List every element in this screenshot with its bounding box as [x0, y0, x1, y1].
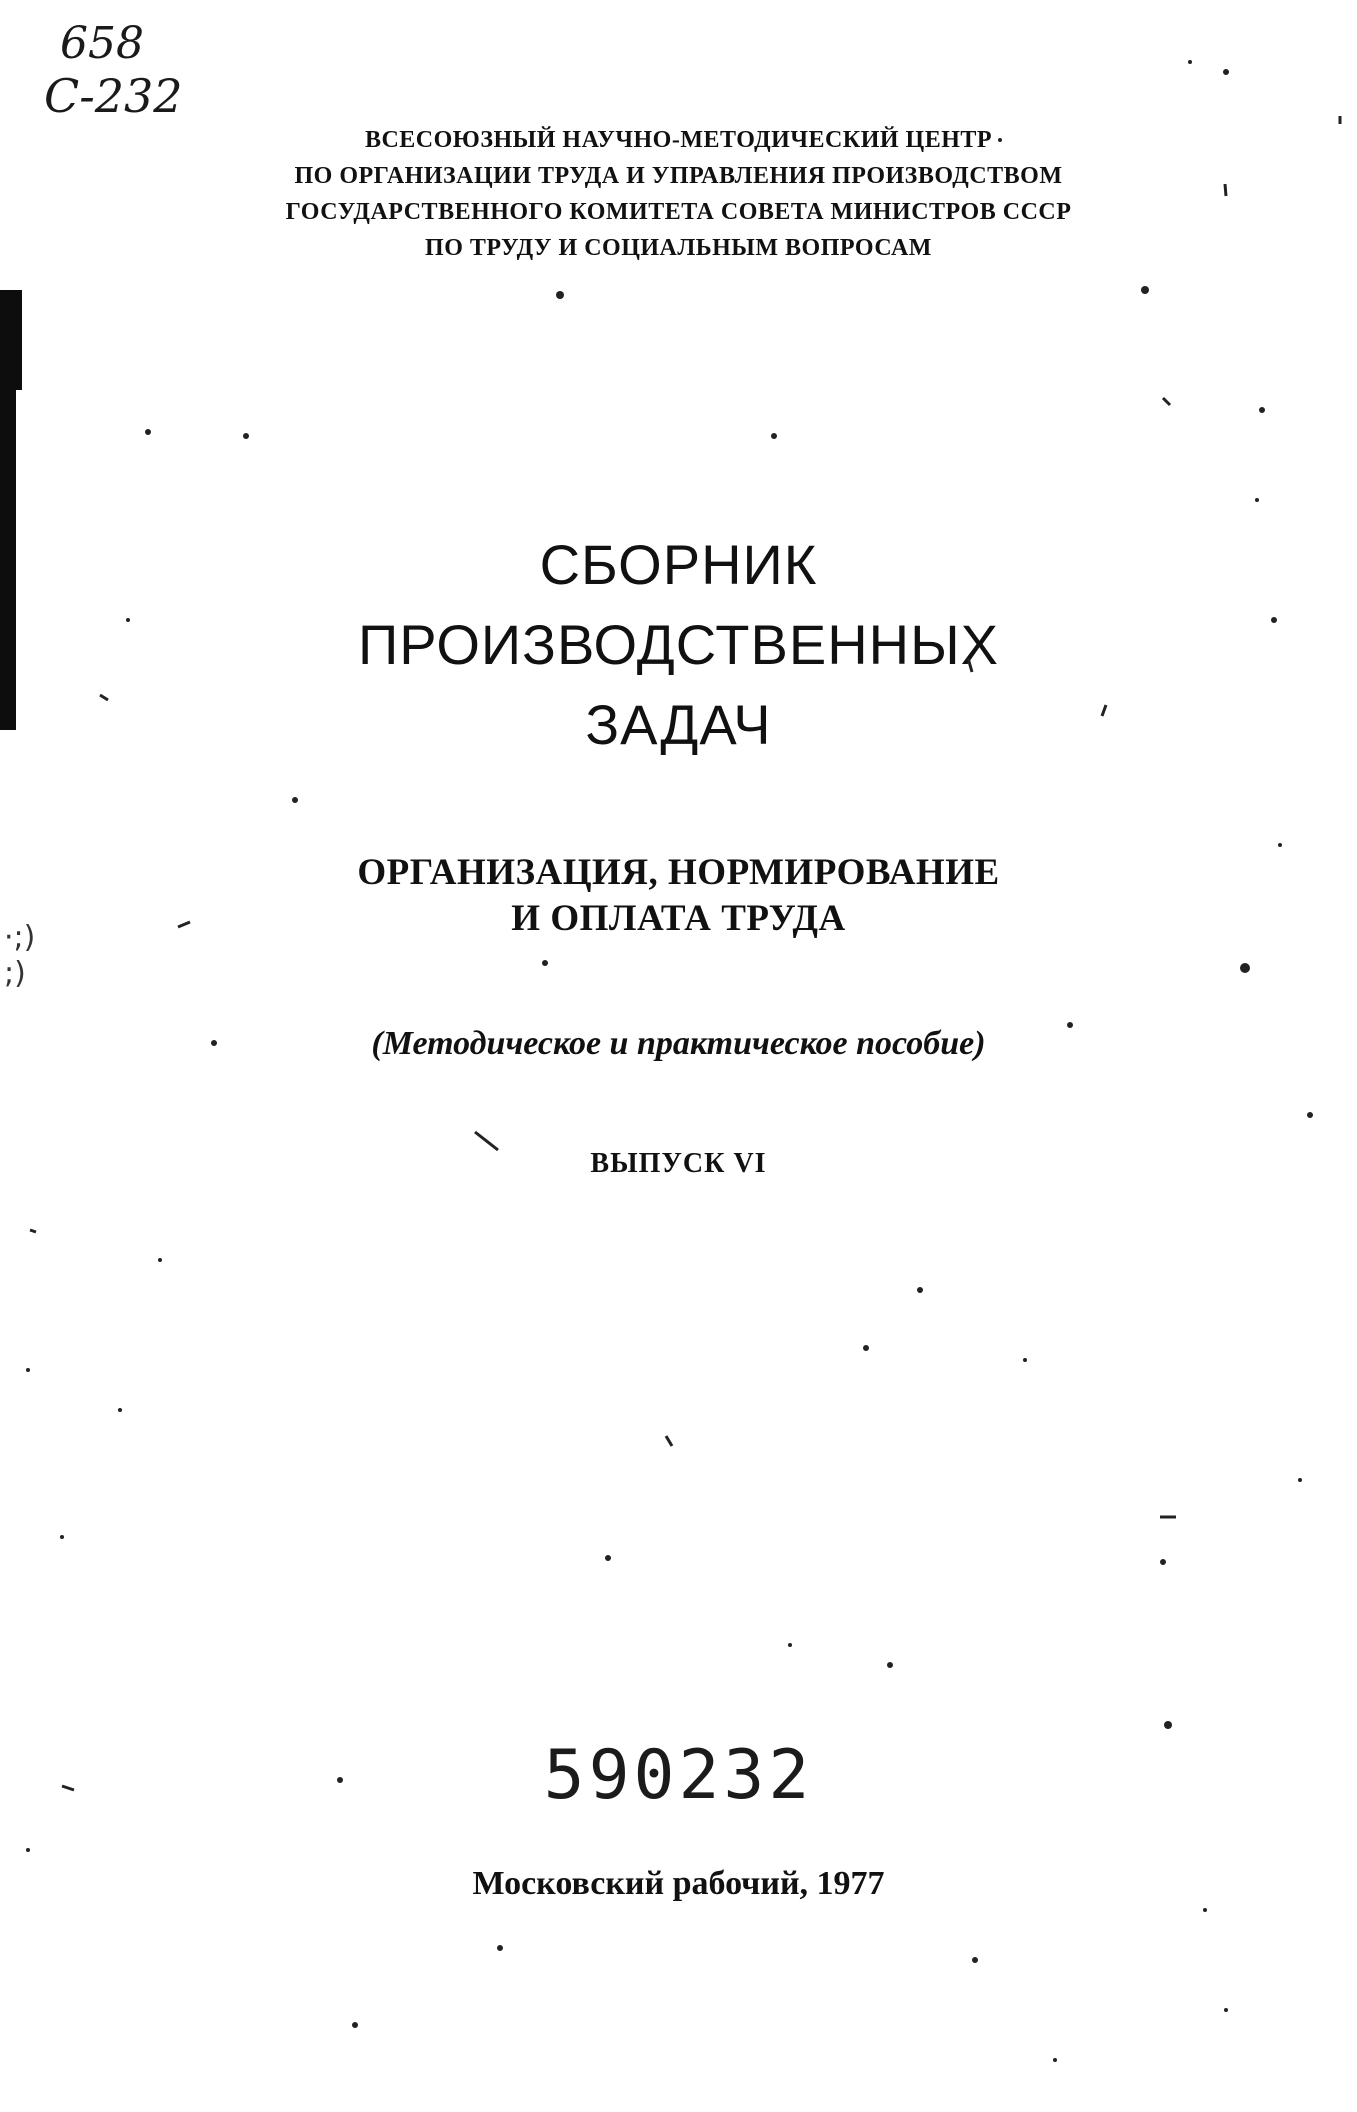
- publisher-header: [0, 122, 1357, 266]
- title-line: ЗАДАЧ: [585, 693, 772, 756]
- header-line: ПО ТРУДУ И СОЦИАЛЬНЫМ ВОПРОСАМ: [425, 235, 932, 261]
- header-line: ВСЕСОЮЗНЫЙ НАУЧНО-МЕТОДИЧЕСКИЙ ЦЕНТР: [364, 127, 993, 153]
- scan-edge-marks: ·;) ;): [4, 920, 36, 991]
- inventory-stamp-number: 590232: [543, 1736, 814, 1815]
- header-line: ПО ОРГАНИЗАЦИИ ТРУДА И УПРАВЛЕНИЯ ПРОИЗВОДСТВОМ: [294, 163, 1063, 189]
- title-line: СБОРНИК: [539, 533, 818, 596]
- subtitle-line: И ОПЛАТА ТРУДА: [511, 898, 846, 939]
- shelf-mark-line-2: С-232: [44, 69, 183, 123]
- book-description: (Методическое и практическое пособие): [371, 1025, 986, 1062]
- shelf-mark-line-1: 658: [60, 18, 144, 69]
- publisher-imprint: Московский рабочий, 1977: [472, 1865, 885, 1902]
- issue-number: ВЫПУСК VI: [590, 1148, 767, 1179]
- header-line: ГОСУДАРСТВЕННОГО КОМИТЕТА СОВЕТА МИНИСТРОВ СССР: [285, 199, 1072, 225]
- handwritten-shelf-mark: [44, 18, 183, 123]
- book-subtitle: [0, 850, 1357, 942]
- book-title: [0, 525, 1357, 765]
- title-line: ПРОИЗВОДСТВЕННЫХ: [357, 613, 1000, 676]
- scan-edge-shadow-top: [0, 290, 22, 390]
- subtitle-line: ОРГАНИЗАЦИЯ, НОРМИРОВАНИЕ: [357, 852, 1000, 893]
